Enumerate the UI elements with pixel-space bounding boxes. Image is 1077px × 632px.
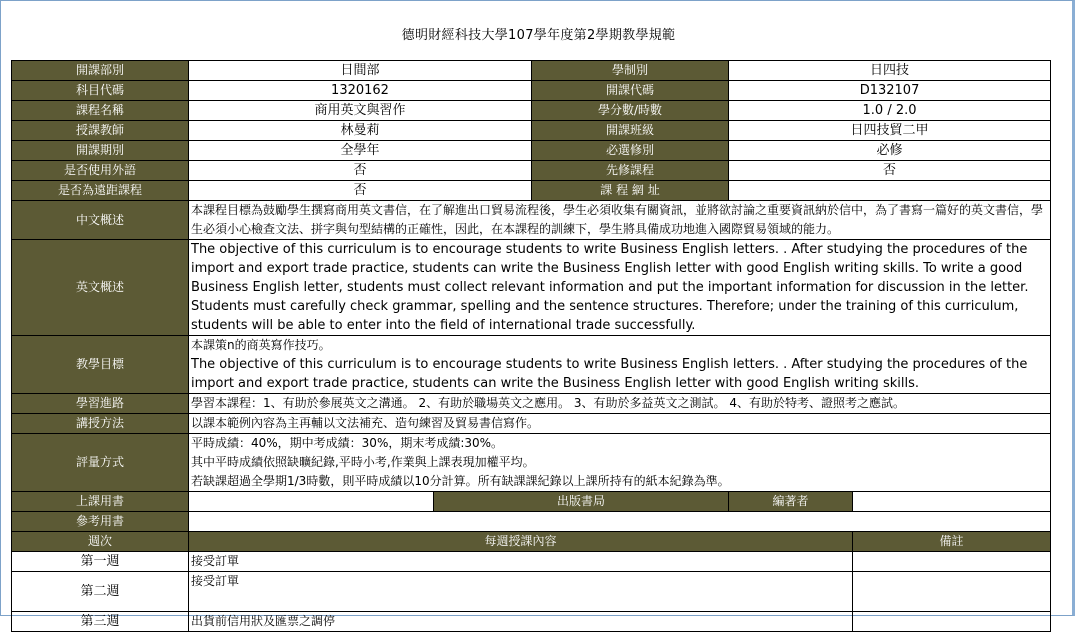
row-reference bbox=[12, 512, 1051, 532]
class-label: 開課班級 bbox=[532, 121, 729, 141]
row-textbook bbox=[12, 492, 1051, 512]
week-1-content: 接受訂單 bbox=[189, 552, 853, 572]
subject-code-value: 1320162 bbox=[189, 81, 532, 101]
required-value: 必修 bbox=[729, 141, 1051, 161]
required-label: 必選修別 bbox=[532, 141, 729, 161]
url-label: 課 程 網 址 bbox=[532, 181, 729, 201]
system-value: 日四技 bbox=[729, 61, 1051, 81]
english-summary-text: The objective of this curriculum is to encourage students to write Business English letters. . After studying the procedures of the import and export trade practice, students can write the Business English letter with good English writing skills. To write a good Business English letter, students must collect relevant information and put the important information for discussion in the letter. Students must carefully check grammar, spelling and the sentence structures. Therefore; under the training of this curriculum, students will be able to enter into the field of international trade successfully. bbox=[189, 240, 1051, 336]
week-2-note bbox=[853, 572, 1051, 612]
row-method bbox=[12, 414, 1051, 434]
path-label: 學習進路 bbox=[12, 394, 189, 414]
week-row-1 bbox=[12, 552, 1051, 572]
period-value: 全學年 bbox=[189, 141, 532, 161]
chinese-summary-label: 中文概述 bbox=[12, 201, 189, 240]
path-text: 學習本課程：1、有助於參展英文之溝通。 2、有助於職場英文之應用。 3、有助於多益英文之測試。 4、有助於特考、證照考之應試。 bbox=[189, 394, 1051, 414]
teacher-value: 林曼莉 bbox=[189, 121, 532, 141]
grading-text: 平時成績：40%，期中考成績：30%，期末考成績:30%。 其中平時成績依照缺曠紀錄,平時小考,作業與上課表現加權平均。 若缺課超過全學期1/3時數，則平時成績以10分計算。所有缺課課紀錄以上課所持有的紙本紀錄為準。 bbox=[189, 434, 1051, 492]
week-2-content: 接受訂單 bbox=[189, 572, 853, 612]
chinese-summary-text: 本課程目標為鼓勵學生撰寫商用英文書信，在了解進出口貿易流程後，學生必須收集有關資訊，並將欲討論之重要資訊納於信中，為了書寫一篇好的英文書信，學生必須小心檢查文法、拼字與句型結構的正確性，因此，在本課程的訓練下，學生將具備成功地進入國際貿易領域的能力。 bbox=[189, 201, 1051, 240]
row-chinese-summary bbox=[12, 201, 1051, 240]
teacher-label: 授課教師 bbox=[12, 121, 189, 141]
row-period bbox=[12, 141, 1051, 161]
credits-value: 1.0 / 2.0 bbox=[729, 101, 1051, 121]
system-label: 學制別 bbox=[532, 61, 729, 81]
week-row-2 bbox=[12, 572, 1051, 612]
prereq-label: 先修課程 bbox=[532, 161, 729, 181]
row-foreign-lang bbox=[12, 161, 1051, 181]
period-label: 開課期別 bbox=[12, 141, 189, 161]
row-teacher bbox=[12, 121, 1051, 141]
course-name-label: 課程名稱 bbox=[12, 101, 189, 121]
author-value bbox=[853, 492, 1051, 512]
week-3-content: 出貨前信用狀及匯票之調停 bbox=[189, 612, 853, 632]
foreign-lang-label: 是否使用外語 bbox=[12, 161, 189, 181]
row-english-summary bbox=[12, 240, 1051, 336]
row-path bbox=[12, 394, 1051, 414]
distance-value: 否 bbox=[189, 181, 532, 201]
row-distance bbox=[12, 181, 1051, 201]
week-2-label: 第二週 bbox=[12, 572, 189, 612]
row-course-name bbox=[12, 101, 1051, 121]
page-title: 德明財經科技大學107學年度第2學期教學規範 bbox=[401, 28, 676, 43]
reference-value bbox=[189, 512, 1051, 532]
content-header: 每週授課內容 bbox=[189, 532, 853, 552]
method-text: 以課本範例內容為主再輔以文法補充、造句練習及貿易書信寫作。 bbox=[189, 414, 1051, 434]
week-header: 週次 bbox=[12, 532, 189, 552]
author-label: 編著者 bbox=[729, 492, 853, 512]
objective-label: 教學目標 bbox=[12, 336, 189, 394]
class-value: 日四技貿二甲 bbox=[729, 121, 1051, 141]
objective-line-1: 本課策n的商英寫作技巧。 bbox=[191, 338, 331, 352]
row-grading bbox=[12, 434, 1051, 492]
textbook-label: 上課用書 bbox=[12, 492, 189, 512]
week-3-note bbox=[853, 612, 1051, 632]
row-week-header bbox=[12, 532, 1051, 552]
course-name-value: 商用英文與習作 bbox=[189, 101, 532, 121]
syllabus-table bbox=[11, 60, 1051, 632]
credits-label: 學分數/時數 bbox=[532, 101, 729, 121]
prereq-value: 否 bbox=[729, 161, 1051, 181]
objective-line-2: The objective of this curriculum is to encourage students to write Business English letters. . After studying the procedures of the import and export trade practice, students can write the Business English letter with good English writing skills. bbox=[191, 357, 1028, 391]
distance-label: 是否為遠距課程 bbox=[12, 181, 189, 201]
dept-label: 開課部別 bbox=[12, 61, 189, 81]
dept-value: 日間部 bbox=[189, 61, 532, 81]
row-objective bbox=[12, 336, 1051, 394]
url-value[interactable] bbox=[729, 181, 1051, 201]
english-summary-label: 英文概述 bbox=[12, 240, 189, 336]
week-1-note bbox=[853, 552, 1051, 572]
row-dept bbox=[12, 61, 1051, 81]
week-row-3 bbox=[12, 612, 1051, 632]
week-1-label: 第一週 bbox=[12, 552, 189, 572]
note-header: 備註 bbox=[853, 532, 1051, 552]
course-code-value: D132107 bbox=[729, 81, 1051, 101]
reference-label: 參考用書 bbox=[12, 512, 189, 532]
publisher-label: 出版書局 bbox=[434, 492, 729, 512]
grading-label: 評量方式 bbox=[12, 434, 189, 492]
week-3-label: 第三週 bbox=[12, 612, 189, 632]
subject-code-label: 科目代碼 bbox=[12, 81, 189, 101]
course-code-label: 開課代碼 bbox=[532, 81, 729, 101]
method-label: 講授方法 bbox=[12, 414, 189, 434]
foreign-lang-value: 否 bbox=[189, 161, 532, 181]
textbook-value bbox=[189, 492, 434, 512]
objective-cell bbox=[189, 336, 1051, 394]
row-codes bbox=[12, 81, 1051, 101]
